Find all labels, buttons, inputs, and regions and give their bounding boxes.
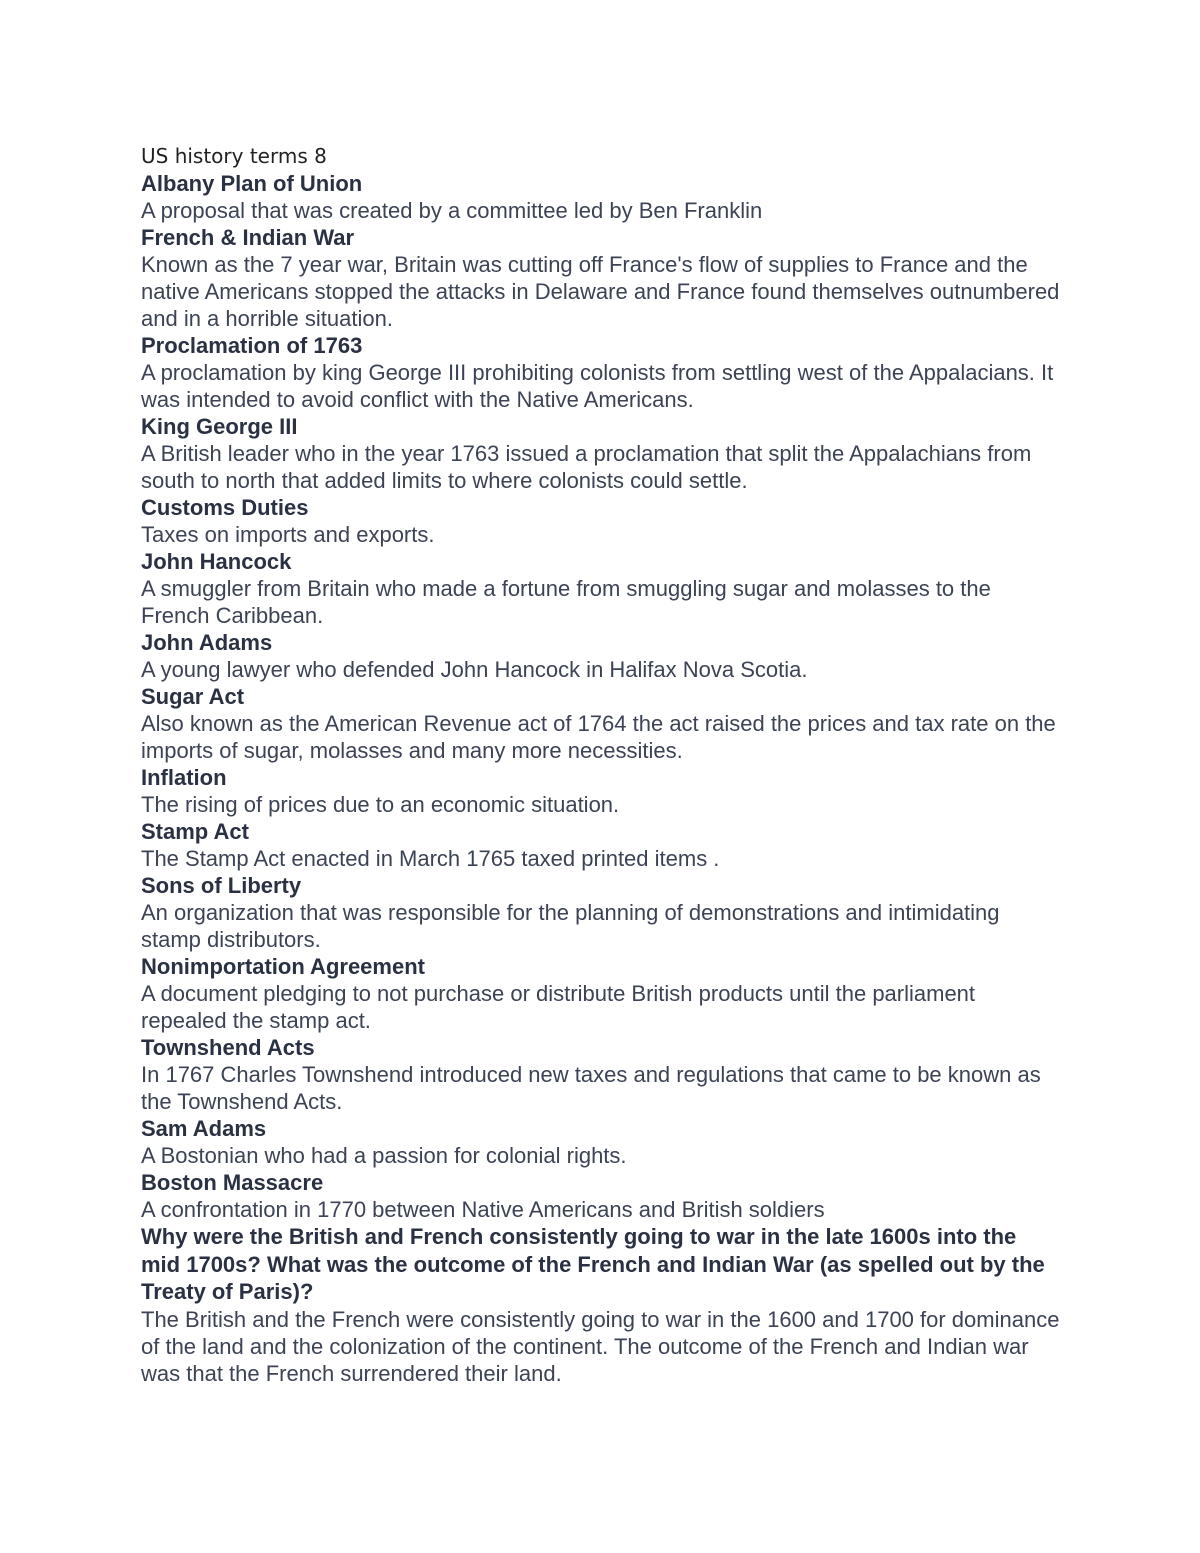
term-sons-of-liberty: Sons of Liberty	[141, 873, 302, 898]
term-boston-massacre: Boston Massacre	[141, 1170, 324, 1195]
definition-boston-massacre: A confrontation in 1770 between Native Americans and British soldiers	[141, 1197, 825, 1222]
definition-john-adams: A young lawyer who defended John Hancock in Halifax Nova Scotia.	[141, 657, 808, 682]
definition-inflation: The rising of prices due to an economic situation.	[141, 792, 620, 817]
term-stamp-act: Stamp Act	[141, 819, 249, 844]
definition-john-hancock: A smuggler from Britain who made a fortune from smuggling sugar and molasses to the French Caribbean.	[141, 576, 991, 628]
term-john-adams: John Adams	[141, 630, 273, 655]
document-page	[141, 143, 1061, 1387]
terms-list	[141, 170, 1061, 1223]
term-customs-duties: Customs Duties	[141, 495, 309, 520]
definition-sugar-act: Also known as the American Revenue act of 1764 the act raised the prices and tax rate on the imports of sugar, molasses and many more necessities.	[141, 711, 1056, 763]
definition-townshend-acts: In 1767 Charles Townshend introduced new taxes and regulations that came to be known as the Townshend Acts.	[141, 1062, 1041, 1114]
definition-stamp-act: The Stamp Act enacted in March 1765 taxed printed items .	[141, 846, 720, 871]
definition-king-george: A British leader who in the year 1763 issued a proclamation that split the Appalachians from south to north that added limits to where colonists could settle.	[141, 441, 1032, 493]
definition-albany-plan: A proposal that was created by a committee led by Ben Franklin	[141, 198, 763, 223]
definition-proclamation-1763: A proclamation by king George III prohibiting colonists from settling west of the Appalacians. It was intended to avoid conflict with the Native Americans.	[141, 360, 1054, 412]
term-inflation: Inflation	[141, 765, 227, 790]
document-title: US history terms 8	[141, 144, 327, 168]
term-sugar-act: Sugar Act	[141, 684, 245, 709]
essay-answer: The British and the French were consistently going to war in the 1600 and 1700 for dominance of the land and the colonization of the continent. The outcome of the French and Indian war was that the French surrendered their land.	[141, 1306, 1060, 1386]
term-nonimportation-agreement: Nonimportation Agreement	[141, 954, 425, 979]
definition-sons-of-liberty: An organization that was responsible for the planning of demonstrations and intimidating stamp distributors.	[141, 900, 1000, 952]
essay-question: Why were the British and French consistently going to war in the late 1600s into the mid 1700s? What was the outcome of the French and Indian War (as spelled out by the Treaty of Paris)?	[141, 1224, 1045, 1304]
term-french-indian-war: French & Indian War	[141, 225, 355, 250]
definition-nonimportation-agreement: A document pledging to not purchase or distribute British products until the parliament repealed the stamp act.	[141, 981, 976, 1033]
definition-french-indian-war: Known as the 7 year war, Britain was cutting off France's flow of supplies to France and the native Americans stopped the attacks in Delaware and France found themselves outnumbered and in a horrible situation.	[141, 252, 1060, 331]
definition-customs-duties: Taxes on imports and exports.	[141, 522, 435, 547]
term-john-hancock: John Hancock	[141, 549, 292, 574]
term-king-george: King George III	[141, 414, 298, 439]
definition-sam-adams: A Bostonian who had a passion for colonial rights.	[141, 1143, 627, 1168]
term-proclamation-1763: Proclamation of 1763	[141, 333, 363, 358]
term-townshend-acts: Townshend Acts	[141, 1035, 315, 1060]
term-albany-plan: Albany Plan of Union	[141, 171, 363, 196]
term-sam-adams: Sam Adams	[141, 1116, 267, 1141]
